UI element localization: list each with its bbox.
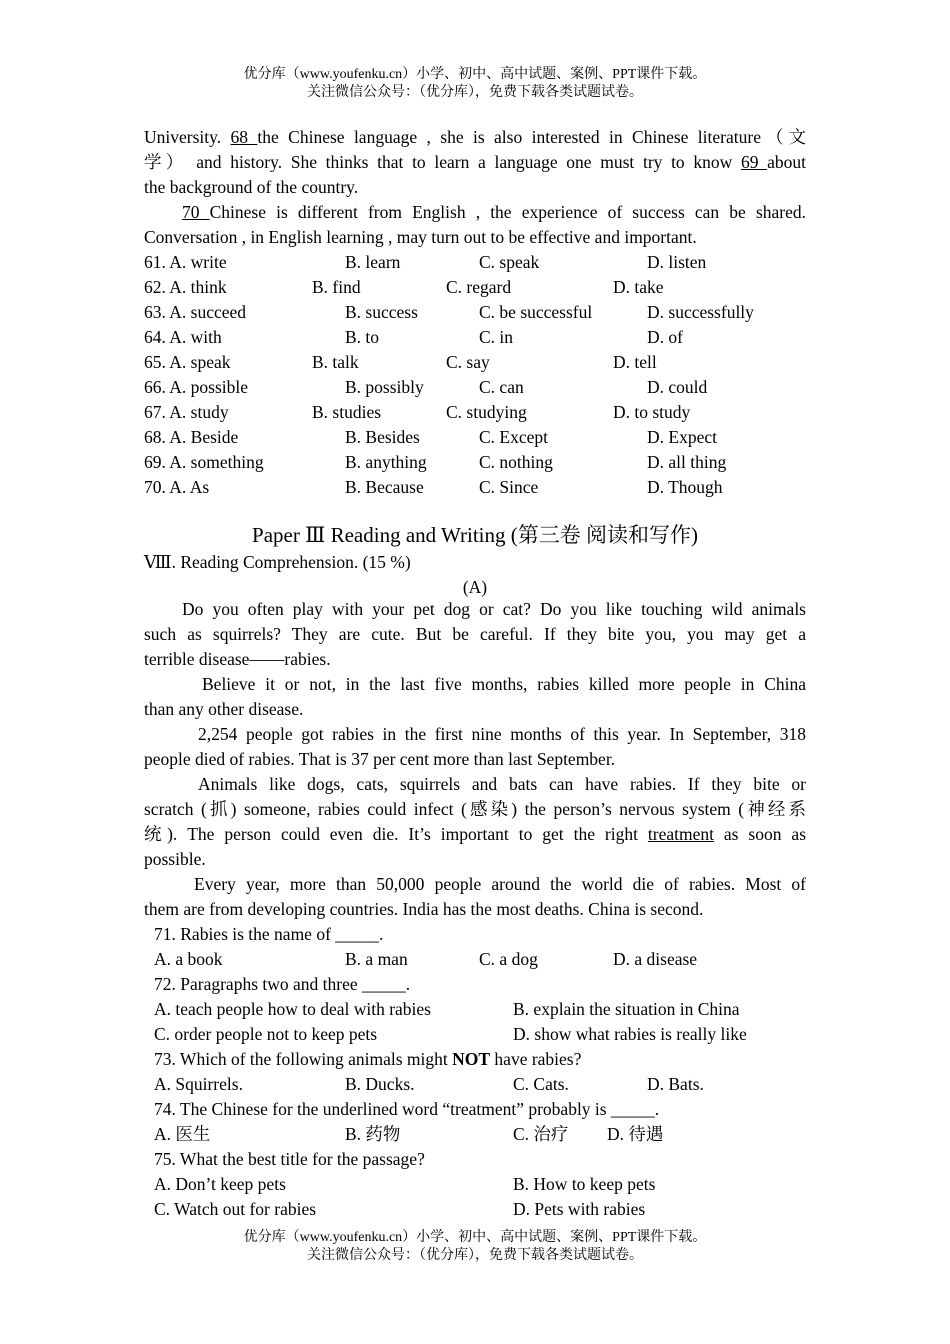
option-row: 68. A. Beside B. Besides C. Except D. Expect xyxy=(144,427,717,447)
passage-label: (A) xyxy=(462,577,488,597)
answer-options: C. order people not to keep pets D. show what rabies is really like xyxy=(154,1024,747,1044)
passage-line: people died of rabies. That is 37 per cent more than last September. xyxy=(144,749,616,769)
option-row: 61. A. write B. learn C. speak D. listen xyxy=(144,252,707,272)
option-row: 66. A. possible B. possibly C. can D. could xyxy=(144,377,708,397)
header-line-2: 关注微信公众号：（优分库），免费下载各类试题试卷。 xyxy=(307,85,643,100)
passage-line: possible. xyxy=(144,849,206,869)
question-73: 73. Which of the following animals might NOT have rabies? xyxy=(154,1049,582,1069)
underlined-word: treatment xyxy=(647,824,714,844)
page-footer xyxy=(0,1229,950,1265)
section-heading: Ⅷ. Reading Comprehension. (15 %) xyxy=(144,552,411,572)
passage-top-line: 学） and history. She thinks that to learn a language one must try to know 69 about xyxy=(144,152,807,172)
option-row: 70. A. As B. Because C. Since D. Though xyxy=(144,477,723,497)
passage-line: them are from developing countries. India has the most deaths. China is second. xyxy=(144,899,704,919)
passage-line: Every year, more than 50,000 people around the world die of rabies. Most of xyxy=(194,874,806,894)
questions xyxy=(144,922,806,1222)
passage-top xyxy=(144,125,806,250)
passage-line: scratch (抓) someone, rabies could infect (感染) the person’s nervous system (神经系 xyxy=(144,799,806,819)
option-row: 65. A. speak B. talk C. say D. tell xyxy=(144,352,657,372)
answer-options: A. a book B. a man C. a dog D. a disease xyxy=(154,949,698,969)
page-header xyxy=(0,66,950,102)
option-row: 62. A. think B. find C. regard D. take xyxy=(144,277,664,297)
passage-top-line: 70 Chinese is different from English , the experience of success can be shared. xyxy=(182,202,806,222)
option-row: 69. A. something B. anything C. nothing D. all thing xyxy=(144,452,727,472)
question-71: 71. Rabies is the name of _____. xyxy=(154,924,384,944)
answer-options: A. teach people how to deal with rabies B. explain the situation in China xyxy=(154,999,740,1019)
passage-line: Believe it or not, in the last five months, rabies killed more people in China xyxy=(202,674,806,694)
answer-options: A. Don’t keep pets B. How to keep pets xyxy=(154,1174,656,1194)
passage-top-line: Conversation , in English learning , may turn out to be effective and important. xyxy=(144,227,697,247)
answer-options: C. Watch out for rabies D. Pets with rabies xyxy=(154,1199,646,1219)
passage-line: terrible disease——rabies. xyxy=(144,649,331,669)
question-75: 75. What the best title for the passage? xyxy=(154,1149,425,1169)
header-line-1: 优分库（www.youfenku.cn）小学、初中、高中试题、案例、PPT课件下载。 xyxy=(243,67,707,82)
question-74: 74. The Chinese for the underlined word “treatment” probably is _____. xyxy=(154,1099,660,1119)
passage-line: Animals like dogs, cats, squirrels and bats can have rabies. If they bite or xyxy=(198,774,806,794)
footer-line-2: 关注微信公众号：（优分库），免费下载各类试题试卷。 xyxy=(307,1248,643,1263)
passage-line: 统). The person could even die. It’s important to get the right treatment as soon as xyxy=(144,824,806,844)
cloze-options xyxy=(144,250,806,500)
answer-options: A. 医生 B. 药物 C. 治疗 D. 待遇 xyxy=(154,1124,664,1144)
passage-line: Do you often play with your pet dog or cat? Do you like touching wild animals xyxy=(182,599,806,619)
passage-line: than any other disease. xyxy=(144,699,304,719)
passage-a xyxy=(144,597,806,922)
passage-top-line: the background of the country. xyxy=(144,177,359,197)
passage-line: 2,254 people got rabies in the first nine months of this year. In September, 318 xyxy=(198,724,806,744)
footer-line-1: 优分库（www.youfenku.cn）小学、初中、高中试题、案例、PPT课件下载。 xyxy=(243,1230,707,1245)
passage-line: such as squirrels? They are cute. But be careful. If they bite you, you may get a xyxy=(144,624,806,644)
passage-top-line: University. 68 the Chinese language , she is also interested in Chinese literature（文 xyxy=(144,127,806,147)
answer-options: A. Squirrels. B. Ducks. C. Cats. D. Bats. xyxy=(154,1074,704,1094)
option-row: 64. A. with B. to C. in D. of xyxy=(144,327,683,347)
paper3-header xyxy=(144,520,806,600)
paper3-title: Paper Ⅲ Reading and Writing (第三卷 阅读和写作) xyxy=(252,523,698,547)
question-72: 72. Paragraphs two and three _____. xyxy=(154,974,411,994)
option-row: 63. A. succeed B. success C. be successful D. successfully xyxy=(144,302,754,322)
option-row: 67. A. study B. studies C. studying D. to study xyxy=(144,402,691,422)
